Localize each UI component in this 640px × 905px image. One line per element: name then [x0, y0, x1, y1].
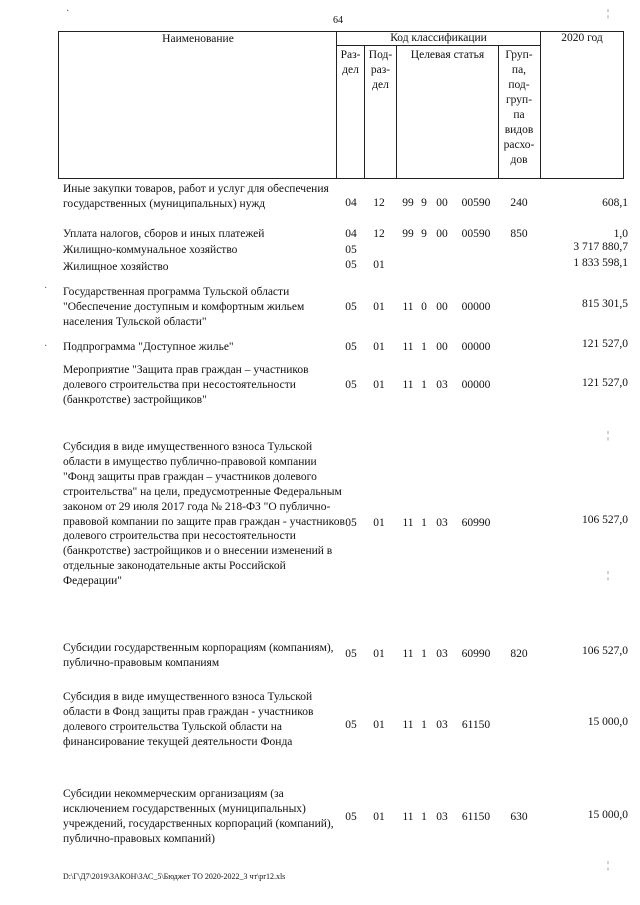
row-rz: 04	[345, 197, 357, 209]
row-name: Государственная программа Тульской области "Обеспечение доступным и комфортным жильем населения Тульской области"	[63, 286, 305, 328]
row-cs3: 00	[436, 228, 448, 240]
row-name: Подпрограмма "Доступное жилье"	[63, 341, 234, 353]
header-name: Наименование	[162, 33, 234, 45]
header-podrazdel: Под- раз- дел	[368, 49, 393, 91]
row-cs2: 1	[421, 648, 427, 660]
scan-mark: ¦	[607, 8, 610, 19]
row-cs1: 11	[402, 719, 414, 731]
row-rz: 05	[345, 341, 357, 353]
scan-mark: ¦	[607, 860, 610, 871]
row-amount: 106 527,0	[582, 514, 628, 526]
row-amount: 121 527,0	[582, 338, 628, 350]
row-vr: 850	[510, 228, 528, 240]
row-amount: 3 717 880,7	[573, 241, 628, 253]
row-cs1: 11	[402, 341, 414, 353]
header-year: 2020 год	[561, 32, 603, 44]
row-cs2: 1	[421, 341, 427, 353]
row-name: Субсидия в виде имущественного взноса Тульской области в Фонд защиты прав граждан - участников долевого строительства Тульской области на финансирование текущей деятельности Фонда	[63, 691, 314, 748]
row-cs2: 9	[421, 197, 427, 209]
row-cs3: 00	[436, 197, 448, 209]
row-name: Мероприятие "Защита прав граждан – участников долевого строительства при несостоятельности (банкротстве) застройщиков"	[63, 364, 309, 406]
row-rz: 05	[345, 379, 357, 391]
row-rz: 05	[345, 719, 357, 731]
row-cs4: 00590	[461, 228, 491, 240]
row-cs1: 11	[402, 379, 414, 391]
row-cs1: 11	[402, 517, 414, 529]
row-cs3: 00	[436, 301, 448, 313]
row-amount: 121 527,0	[582, 377, 628, 389]
row-cs4: 61150	[461, 811, 491, 823]
row-amount: 815 301,5	[582, 298, 628, 310]
row-cs2: 1	[421, 517, 427, 529]
row-cs2: 0	[421, 301, 427, 313]
row-amount: 1 833 598,1	[573, 257, 628, 269]
row-cs2: 1	[421, 379, 427, 391]
row-rz: 05	[345, 244, 357, 256]
row-cs1: 11	[402, 811, 414, 823]
row-cs4: 00000	[461, 341, 491, 353]
file-path-footer: D:\Г\Д7\2019\ЗАКОН\ЗАС_5\Бюджет ТО 2020-2022_3 чт\pr12.xls	[63, 872, 286, 881]
row-cs3: 03	[436, 811, 448, 823]
row-pr: 01	[373, 648, 385, 660]
row-cs1: 11	[402, 648, 414, 660]
row-pr: 01	[373, 379, 385, 391]
row-rz: 05	[345, 648, 357, 660]
row-pr: 01	[373, 301, 385, 313]
row-cs2: 9	[421, 228, 427, 240]
row-name: Иные закупки товаров, работ и услуг для обеспечения государственных (муниципальных) нужд	[63, 183, 329, 210]
row-cs4: 00000	[461, 379, 491, 391]
row-amount: 106 527,0	[582, 645, 628, 657]
row-cs3: 03	[436, 648, 448, 660]
row-rz: 04	[345, 228, 357, 240]
scan-mark: ·	[44, 283, 48, 294]
row-pr: 01	[373, 811, 385, 823]
row-rz: 05	[345, 301, 357, 313]
header-group: Груп- па, под- груп- па видов расхо- дов	[503, 49, 535, 166]
row-cs4: 00590	[461, 197, 491, 209]
row-amount: 1,0	[613, 228, 628, 240]
row-cs3: 03	[436, 719, 448, 731]
row-vr: 240	[510, 197, 528, 209]
header-code-group: Код классификации	[390, 32, 487, 44]
row-cs1: 99	[402, 197, 414, 209]
row-cs1: 11	[402, 301, 414, 313]
row-cs3: 03	[436, 517, 448, 529]
row-cs4: 60990	[461, 648, 491, 660]
scan-mark: ·	[44, 341, 48, 352]
header-target: Целевая статья	[410, 49, 485, 61]
row-vr: 630	[510, 811, 528, 823]
row-name: Субсидии государственным корпорациям (компаниям), публично-правовым компаниям	[63, 642, 334, 669]
row-pr: 01	[373, 341, 385, 353]
row-cs4: 61150	[461, 719, 491, 731]
scan-mark: ·	[66, 6, 70, 17]
row-cs4: 60990	[461, 517, 491, 529]
row-cs2: 1	[421, 811, 427, 823]
row-pr: 12	[373, 228, 385, 240]
row-name: Уплата налогов, сборов и иных платежей	[63, 228, 265, 240]
row-cs3: 03	[436, 379, 448, 391]
header-razdel: Раз- дел	[340, 49, 361, 76]
row-amount: 15 000,0	[587, 716, 628, 728]
row-cs2: 1	[421, 719, 427, 731]
row-pr: 01	[373, 517, 385, 529]
row-rz: 05	[345, 517, 357, 529]
row-name: Субсидии некоммерческим организациям (за исключением государственных (муниципальных) учреждений, государственных корпораций (компаний), публично-правовых компаний)	[63, 788, 334, 845]
row-pr: 01	[373, 259, 385, 271]
row-name: Жилищное хозяйство	[63, 261, 169, 273]
row-amount: 608,1	[602, 197, 628, 209]
row-pr: 12	[373, 197, 385, 209]
scan-mark: ¦	[607, 570, 610, 581]
row-amount: 15 000,0	[587, 809, 628, 821]
row-cs4: 00000	[461, 301, 491, 313]
row-vr: 820	[510, 648, 528, 660]
row-name: Субсидия в виде имущественного взноса Тульской области в имущество публично-правовой компании "Фонд защиты прав граждан – участников долевого строительства" на цели, предусмотренные Федеральным законом от 29 июля 2017 года № 218-ФЗ "О публично-правовой компании по защите прав граждан - участников долевого строительства при несостоятельности (банкротстве) застройщиков и о внесении изменений в отдельные законодательные акты Российской Федерации"	[63, 441, 345, 588]
scan-mark: ¦	[607, 430, 610, 441]
row-cs3: 00	[436, 341, 448, 353]
page-number: 64	[333, 15, 343, 26]
row-rz: 05	[345, 259, 357, 271]
row-rz: 05	[345, 811, 357, 823]
row-cs1: 99	[402, 228, 414, 240]
row-name: Жилищно-коммунальное хозяйство	[63, 244, 238, 256]
row-pr: 01	[373, 719, 385, 731]
